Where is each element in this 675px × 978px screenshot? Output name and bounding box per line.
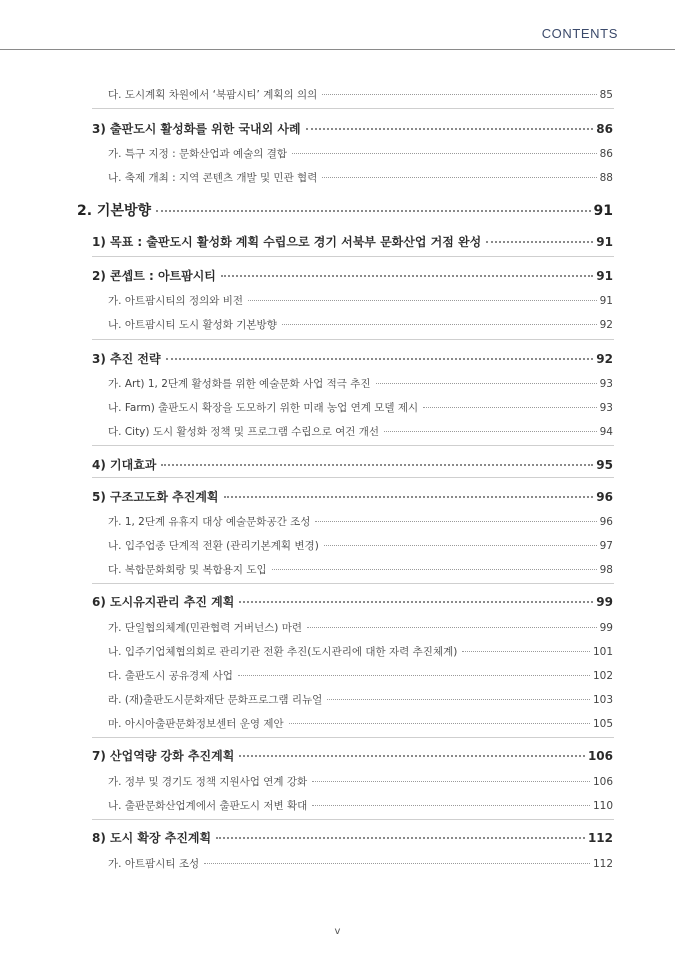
- toc-entry-label: 6) 도시유지관리 추진 계획: [92, 595, 235, 609]
- toc-entry-label: 3) 추진 전략: [92, 352, 161, 366]
- toc-entry-label: 다. 도시계획 차원에서 ‘북팜시티’ 계획의 의의: [108, 89, 318, 101]
- dot-leader: [239, 600, 593, 603]
- dot-leader: [312, 780, 590, 782]
- toc-entry-page: 98: [599, 564, 613, 576]
- dot-leader: [312, 804, 590, 806]
- toc-entry-label: 나. 아트팜시티 도시 활성화 기본방향: [108, 319, 277, 331]
- toc-entry-page: 95: [596, 458, 613, 472]
- dot-leader: [221, 274, 593, 277]
- toc-entry-label: 1) 목표 : 출판도시 활성화 계획 수립으로 경기 서북부 문화산업 거점 완성: [92, 235, 482, 249]
- toc-entry[interactable]: [108, 856, 613, 871]
- dot-leader: [322, 176, 596, 178]
- toc-entry-label: 다. 출판도시 공유경제 사업: [108, 670, 233, 682]
- toc-entry-label: 2) 콘셉트 : 아트팜시티: [92, 269, 216, 283]
- toc-entry[interactable]: [108, 774, 613, 789]
- toc-entry-label: 나. 입주기업체협의회로 관리기관 전환 추진(도시관리에 대한 자력 추진체계): [108, 646, 458, 658]
- dot-leader: [292, 152, 597, 154]
- dot-leader: [204, 862, 590, 864]
- toc-entry-label: 4) 기대효과: [92, 458, 157, 472]
- toc-entry-label: 다. City) 도시 활성화 정책 및 프로그램 수립으로 여건 개선: [108, 426, 380, 438]
- dot-leader: [272, 568, 597, 570]
- toc-entry-page: 112: [592, 858, 613, 870]
- toc-entry-label: 가. 1, 2단계 유휴지 대상 예술문화공간 조성: [108, 516, 311, 528]
- section-divider: [92, 583, 614, 584]
- toc-entry[interactable]: [108, 644, 613, 659]
- header-rule: [0, 49, 675, 50]
- toc-entry-page: 96: [596, 490, 613, 504]
- toc-entry-page: 91: [596, 269, 613, 283]
- toc-entry-label: 다. 복합문화회랑 및 복합용지 도입: [108, 564, 267, 576]
- toc-entry[interactable]: [92, 456, 613, 473]
- dot-leader: [307, 626, 597, 628]
- toc-entry-page: 106: [587, 749, 613, 763]
- toc-entry[interactable]: [108, 798, 613, 813]
- section-divider: [92, 339, 614, 340]
- toc-entry[interactable]: [108, 716, 613, 731]
- dot-leader: [376, 382, 597, 384]
- toc-entry-label: 나. 출판문화산업계에서 출판도시 저변 확대: [108, 800, 308, 812]
- toc-entry[interactable]: [92, 593, 613, 610]
- toc-entry[interactable]: [108, 400, 613, 415]
- dot-leader: [161, 463, 593, 466]
- toc-entry[interactable]: [108, 293, 613, 308]
- toc-entry[interactable]: [92, 350, 613, 367]
- toc-entry[interactable]: [108, 87, 613, 102]
- dot-leader: [238, 674, 590, 676]
- toc-entry[interactable]: [108, 376, 613, 391]
- dot-leader: [224, 495, 594, 498]
- toc-entry[interactable]: [108, 170, 613, 185]
- toc-entry-label: 마. 아시아출판문화정보센터 운영 제안: [108, 718, 284, 730]
- dot-leader: [324, 544, 597, 546]
- toc-entry[interactable]: [108, 317, 613, 332]
- toc-entry-page: 93: [599, 378, 613, 390]
- toc-entry-label: 8) 도시 확장 추진계획: [92, 831, 212, 845]
- toc-entry[interactable]: [108, 424, 613, 439]
- toc-entry-label: 라. (재)출판도시문화재단 문화프로그램 리뉴얼: [108, 694, 323, 706]
- toc-entry-label: 가. 단일협의체계(민관협력 거버넌스) 마련: [108, 622, 302, 634]
- toc-entry-label: 2. 기본방향: [77, 203, 152, 219]
- toc-entry-page: 91: [599, 295, 613, 307]
- toc-entry-page: 86: [596, 122, 613, 136]
- dot-leader: [248, 299, 597, 301]
- toc-entry-label: 나. 입주업종 단계적 전환 (관리기본계획 변경): [108, 540, 319, 552]
- dot-leader: [486, 240, 593, 243]
- toc-entry[interactable]: [108, 514, 613, 529]
- toc-entry-label: 나. 축제 개최 : 지역 콘텐츠 개발 및 민관 협력: [108, 172, 318, 184]
- toc-entry-label: 가. 아트팜시티의 정의와 비전: [108, 295, 244, 307]
- dot-leader: [462, 650, 590, 652]
- toc-entry-page: 88: [599, 172, 613, 184]
- toc-entry-page: 101: [592, 646, 613, 658]
- toc-entry-page: 97: [599, 540, 613, 552]
- toc-entry-page: 85: [599, 89, 613, 101]
- toc-entry-label: 가. 정부 및 경기도 정책 지원사업 연계 강화: [108, 776, 308, 788]
- toc-entry-page: 94: [599, 426, 613, 438]
- toc-entry-page: 106: [592, 776, 613, 788]
- dot-leader: [216, 836, 585, 839]
- section-divider: [92, 108, 614, 109]
- toc-entry-page: 86: [599, 148, 613, 160]
- toc-entry[interactable]: [108, 146, 613, 161]
- dot-leader: [282, 323, 597, 325]
- section-divider: [92, 737, 614, 738]
- toc-entry[interactable]: [108, 562, 613, 577]
- toc-entry[interactable]: [92, 120, 613, 137]
- dot-leader: [423, 406, 597, 408]
- section-divider: [92, 819, 614, 820]
- toc-entry[interactable]: [92, 747, 613, 764]
- toc-entry-page: 93: [599, 402, 613, 414]
- toc-entry-page: 110: [592, 800, 613, 812]
- dot-leader: [306, 127, 594, 130]
- toc-entry-page: 92: [596, 352, 613, 366]
- toc-entry[interactable]: [92, 488, 613, 505]
- toc-entry-page: 91: [596, 235, 613, 249]
- toc-entry-label: 가. 특구 지정 : 문화산업과 예술의 결합: [108, 148, 288, 160]
- dot-leader: [156, 209, 590, 212]
- toc-entry-page: 102: [592, 670, 613, 682]
- toc-entry[interactable]: [108, 668, 613, 683]
- dot-leader: [384, 430, 597, 432]
- toc-entry-page: 91: [593, 203, 613, 219]
- dot-leader: [315, 520, 596, 522]
- toc-entry-page: 105: [592, 718, 613, 730]
- toc-entry[interactable]: [108, 692, 613, 707]
- toc-entry-page: 99: [596, 595, 613, 609]
- dot-leader: [327, 698, 590, 700]
- toc-entry-page: 99: [599, 622, 613, 634]
- toc-entry-label: 나. Farm) 출판도시 확장을 도모하기 위한 미래 농업 연계 모델 제시: [108, 402, 419, 414]
- toc-entry-page: 103: [592, 694, 613, 706]
- section-divider: [92, 256, 614, 257]
- toc-entry[interactable]: [92, 233, 613, 250]
- toc-entry-label: 7) 산업역량 강화 추진계획: [92, 749, 235, 763]
- toc-entry-page: 96: [599, 516, 613, 528]
- toc-entry-page: 112: [587, 831, 613, 845]
- toc-entry-label: 3) 출판도시 활성화를 위한 국내외 사례: [92, 122, 301, 136]
- toc-entry-label: 가. Art) 1, 2단계 활성화를 위한 예술문화 사업 적극 추진: [108, 378, 371, 390]
- page-number: v: [334, 926, 341, 937]
- dot-leader: [166, 357, 594, 360]
- toc-entry-label: 5) 구조고도화 추진계획: [92, 490, 219, 504]
- dot-leader: [322, 93, 596, 95]
- dot-leader: [289, 722, 590, 724]
- header-title: CONTENTS: [541, 26, 618, 41]
- toc-entry[interactable]: [108, 538, 613, 553]
- dot-leader: [239, 754, 585, 757]
- toc-entry-label: 가. 아트팜시티 조성: [108, 858, 200, 870]
- toc-entry[interactable]: [77, 200, 613, 220]
- toc-entry[interactable]: [108, 620, 613, 635]
- toc-entry-page: 92: [599, 319, 613, 331]
- section-divider: [92, 445, 614, 446]
- toc-entry[interactable]: [92, 267, 613, 284]
- section-divider: [92, 477, 614, 478]
- toc-entry[interactable]: [92, 829, 613, 846]
